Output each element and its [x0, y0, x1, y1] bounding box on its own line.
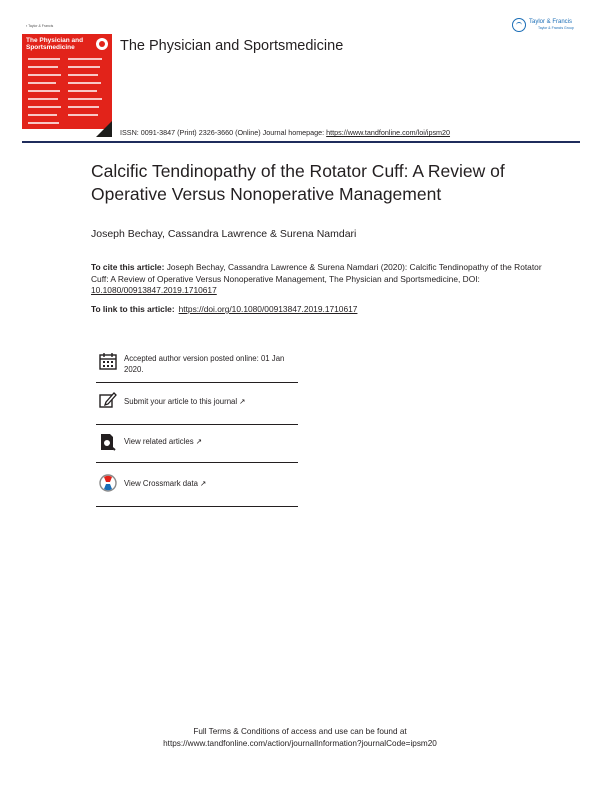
- panel-divider: [96, 382, 298, 383]
- cover-text-line: [68, 114, 98, 116]
- external-link-icon: ↗: [200, 479, 207, 488]
- cover-text-line: [68, 90, 97, 92]
- cover-text-line: [28, 114, 57, 116]
- header-divider: [22, 141, 580, 143]
- cover-text-line: [28, 66, 58, 68]
- citation-label: To cite this article:: [91, 262, 165, 272]
- journal-title: The Physician and Sportsmedicine: [120, 38, 344, 54]
- document-search-icon: [99, 433, 117, 451]
- cover-text-line: [28, 90, 60, 92]
- cover-title-line: The Physician and: [26, 37, 84, 44]
- crossmark-icon: [99, 474, 117, 492]
- article-link-label: To link to this article:: [91, 304, 175, 314]
- publisher-logo-icon: [512, 18, 526, 32]
- cover-text-line: [68, 82, 101, 84]
- cover-text-line: [28, 122, 59, 124]
- citation-text: Joseph Bechay, Cassandra Lawrence & Surena Namdari (2020): Calcific Tendinopathy of the Rotator Cuff: A Review of Operative Versus Nonoperative Management, The Physician and Sportsmedicine, DOI:: [91, 262, 542, 284]
- citation-block: [91, 262, 561, 297]
- issn-line: [120, 128, 450, 137]
- crossmark-label: View Crossmark data: [124, 479, 198, 488]
- accepted-version-text: Accepted author version posted online: 01 Jan 2020.: [124, 354, 285, 374]
- article-doi-link[interactable]: https://doi.org/10.1080/00913847.2019.1710617: [178, 304, 358, 314]
- cover-title-line: Sportsmedicine: [26, 44, 75, 51]
- cover-text-line: [68, 58, 102, 60]
- cover-text-line: [28, 58, 60, 60]
- footer: [0, 726, 600, 749]
- cover-text-line: [68, 98, 102, 100]
- article-title: Calcific Tendinopathy of the Rotator Cuff: A Review of Operative Versus Nonoperative Management: [91, 161, 505, 204]
- panel-divider: [96, 462, 298, 463]
- footer-terms-link[interactable]: https://www.tandfonline.com/action/journalInformation?journalCode=ipsm20: [163, 738, 437, 748]
- crossmark-link[interactable]: [124, 479, 206, 490]
- cover-publisher-logo: ▪ Taylor & Francis: [26, 24, 54, 28]
- pencil-icon: [99, 391, 117, 409]
- issn-text: ISSN: 0091-3847 (Print) 2326-3660 (Online) Journal homepage:: [120, 128, 327, 137]
- citation-doi-link[interactable]: 10.1080/00913847.2019.1710617: [91, 285, 217, 296]
- cover-text-line: [68, 106, 99, 108]
- panel-divider: [96, 424, 298, 425]
- cover-text-line: [68, 74, 98, 76]
- cover-title: [26, 37, 83, 51]
- cover-badge-icon: [96, 38, 108, 50]
- cover-text-line: [28, 82, 56, 84]
- submit-article-label: Submit your article to this journal: [124, 397, 238, 406]
- external-link-icon: ↗: [239, 397, 246, 406]
- cover-corner-mark: [96, 121, 112, 137]
- submit-article-link[interactable]: [124, 397, 246, 408]
- related-articles-label: View related articles: [124, 437, 194, 446]
- article-link-line: [91, 304, 357, 314]
- cover-text-line: [28, 98, 58, 100]
- publisher-logo-sub: Taylor & Francis Group: [538, 26, 574, 30]
- publisher-logo[interactable]: [512, 18, 582, 36]
- journal-cover-image: [22, 20, 112, 137]
- calendar-icon: [99, 352, 117, 370]
- cover-text-line: [28, 74, 61, 76]
- publisher-logo-name: Taylor & Francis: [529, 19, 573, 25]
- journal-homepage-link[interactable]: https://www.tandfonline.com/loi/ipsm20: [326, 128, 451, 137]
- external-link-icon: ↗: [195, 437, 203, 446]
- panel-divider: [96, 506, 298, 507]
- footer-terms-text: Full Terms & Conditions of access and use can be found at: [193, 727, 407, 736]
- cover-text-line: [28, 106, 61, 108]
- cover-text-line: [68, 66, 100, 68]
- related-articles-link[interactable]: [124, 437, 202, 448]
- article-authors: Joseph Bechay, Cassandra Lawrence & Surena Namdari: [91, 228, 357, 240]
